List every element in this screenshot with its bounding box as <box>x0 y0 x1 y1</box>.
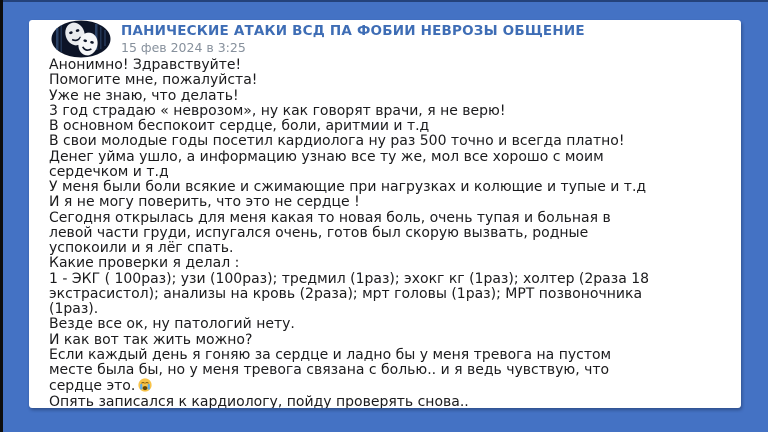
post-text-line: 1 - ЭКГ ( 100раз); узи (100раз); тредмил (1раз); эхокг кг (1раз); холтер (2раза 18 <box>49 270 650 287</box>
post-text-line: сердце это. <box>49 378 739 394</box>
post-date-link[interactable]: 15 фев 2024 в 3:25 <box>121 40 246 55</box>
post-text-line: 3 год страдаю « неврозом», ну как говорят врачи, я не верю! <box>49 102 506 119</box>
post-text-line: сердечком и т.д <box>49 163 169 180</box>
post-text-line: В основном беспокоит сердце, боли, аритмии и т.д <box>49 118 430 134</box>
top-edge-line <box>0 0 768 2</box>
post-text-line: месте была бы, но у меня тревога связана с болью.. и я ведь чувствую, что <box>49 362 610 378</box>
group-name-link[interactable]: ПАНИЧЕСКИЕ АТАКИ ВСД ПА ФОБИИ НЕВРОЗЫ ОБЩЕНИЕ <box>121 23 585 39</box>
post-text-line: Какие проверки я делал : <box>49 255 240 272</box>
post-text-line: Везде все ок, ну патологий нету. <box>49 316 295 333</box>
post-text <box>49 58 739 408</box>
post-text-line: Если каждый день я гоняю за сердце и ладно бы у меня тревога на пустом <box>49 346 612 363</box>
post-text-line: И как вот так жить можно? <box>49 331 253 348</box>
post-screenshot-panel <box>29 20 741 408</box>
post-text-line: Опять записался к кардиологу, пойду проверять снова.. <box>49 393 469 408</box>
post-text-line: успокоили и я лёг спать. <box>49 240 234 256</box>
post-text-line: (1раз). <box>49 301 99 317</box>
post-text-line: И я не могу поверить, что это не сердце ! <box>49 194 360 211</box>
post-text-line: У меня были боли всякие и сжимающие при нагрузках и колющие и тупые и т.д <box>49 179 647 195</box>
post-text-line: Анонимно! Здравствуйте! <box>49 57 242 73</box>
post-text-line: Уже не знаю, что делать! <box>49 87 239 104</box>
post-text-line: Денег уйма ушло, а информацию узнаю все ту же, мол все хорошо с моим <box>49 148 604 165</box>
post-text-line: Сегодня открылась для меня какая то новая боль, очень тупая и больная в <box>49 209 611 226</box>
post-text-line: экстрасистол); анализы на кровь (2раза); мрт головы (1раз); МРТ позвоночника <box>49 285 643 302</box>
loudly-crying-face-emoji <box>138 378 152 392</box>
post-text-line: Помогите мне, пожалуйста! <box>49 72 258 89</box>
post-text-line: В свои молодые годы посетил кардиолога ну раз 500 точно и всегда платно! <box>49 133 625 150</box>
theater-masks-icon[interactable] <box>51 20 111 58</box>
post-text-line: левой части груди, испугался очень, готов был скорую вызвать, родные <box>49 224 589 241</box>
left-edge-line <box>0 0 3 432</box>
